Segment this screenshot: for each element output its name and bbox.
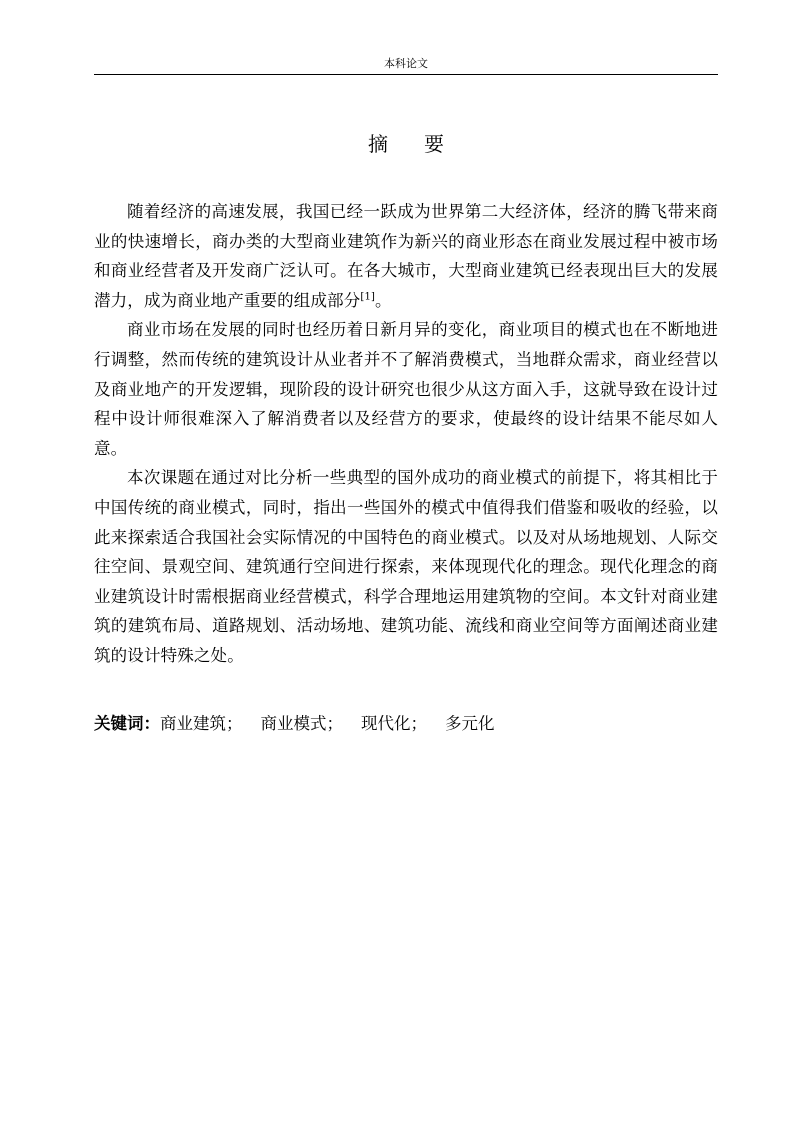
abstract-body <box>94 197 718 671</box>
keyword-2: 商业模式； <box>260 714 343 733</box>
page-header <box>94 57 718 75</box>
abstract-paragraph-1 <box>94 197 718 315</box>
header-text: 本科论文 <box>384 57 428 70</box>
abstract-title-second-char: 要 <box>424 132 444 156</box>
keywords-line <box>94 709 718 738</box>
abstract-paragraph-2: 商业市场在发展的同时也经历着日新月异的变化，商业项目的模式也在不断地进行调整，然而传统的建筑设计从业者并不了解消费模式，当地群众需求，商业经营以及商业地产的开发逻辑，现阶段的设计研究也很少从这方面入手，这就导致在设计过程中设计师很难深入了解消费者以及经营方的要求，使最终的设计结果不能尽如人意。 <box>94 320 718 458</box>
keywords-label: 关键词： <box>94 714 160 733</box>
paragraph-1-end: 。 <box>375 290 392 310</box>
abstract-paragraph-3: 本次课题在通过对比分析一些典型的国外成功的商业模式的前提下，将其相比于中国传统的商业模式，同时，指出一些国外的模式中值得我们借鉴和吸收的经验，以此来探索适合我国社会实际情况的中国特色的商业模式。以及对从场地规划、人际交往空间、景观空间、建筑通行空间进行探索，来体现现代化的理念。现代化理念的商业建筑设计时需根据商业经营模式，科学合理地运用建筑物的空间。本文针对商业建筑的建筑布局、道路规划、活动场地、建筑功能、流线和商业空间等方面阐述商业建筑的设计特殊之处。 <box>94 468 718 665</box>
abstract-title <box>94 130 718 158</box>
paragraph-1-text: 随着经济的高速发展，我国已经一跃成为世界第二大经济体，经济的腾飞带来商业的快速增长，商办类的大型商业建筑作为新兴的商业形态在商业发展过程中被市场和商业经营者及开发商广泛认可。在各大城市，大型商业建筑已经表现出巨大的发展潜力，成为商业地产重要的组成部分 <box>94 202 718 310</box>
keyword-3: 现代化； <box>361 714 427 733</box>
abstract-title-first-char: 摘 <box>368 132 388 156</box>
keyword-1: 商业建筑； <box>160 714 243 733</box>
citation-1: [1] <box>360 291 376 303</box>
keyword-4: 多元化 <box>445 714 495 733</box>
